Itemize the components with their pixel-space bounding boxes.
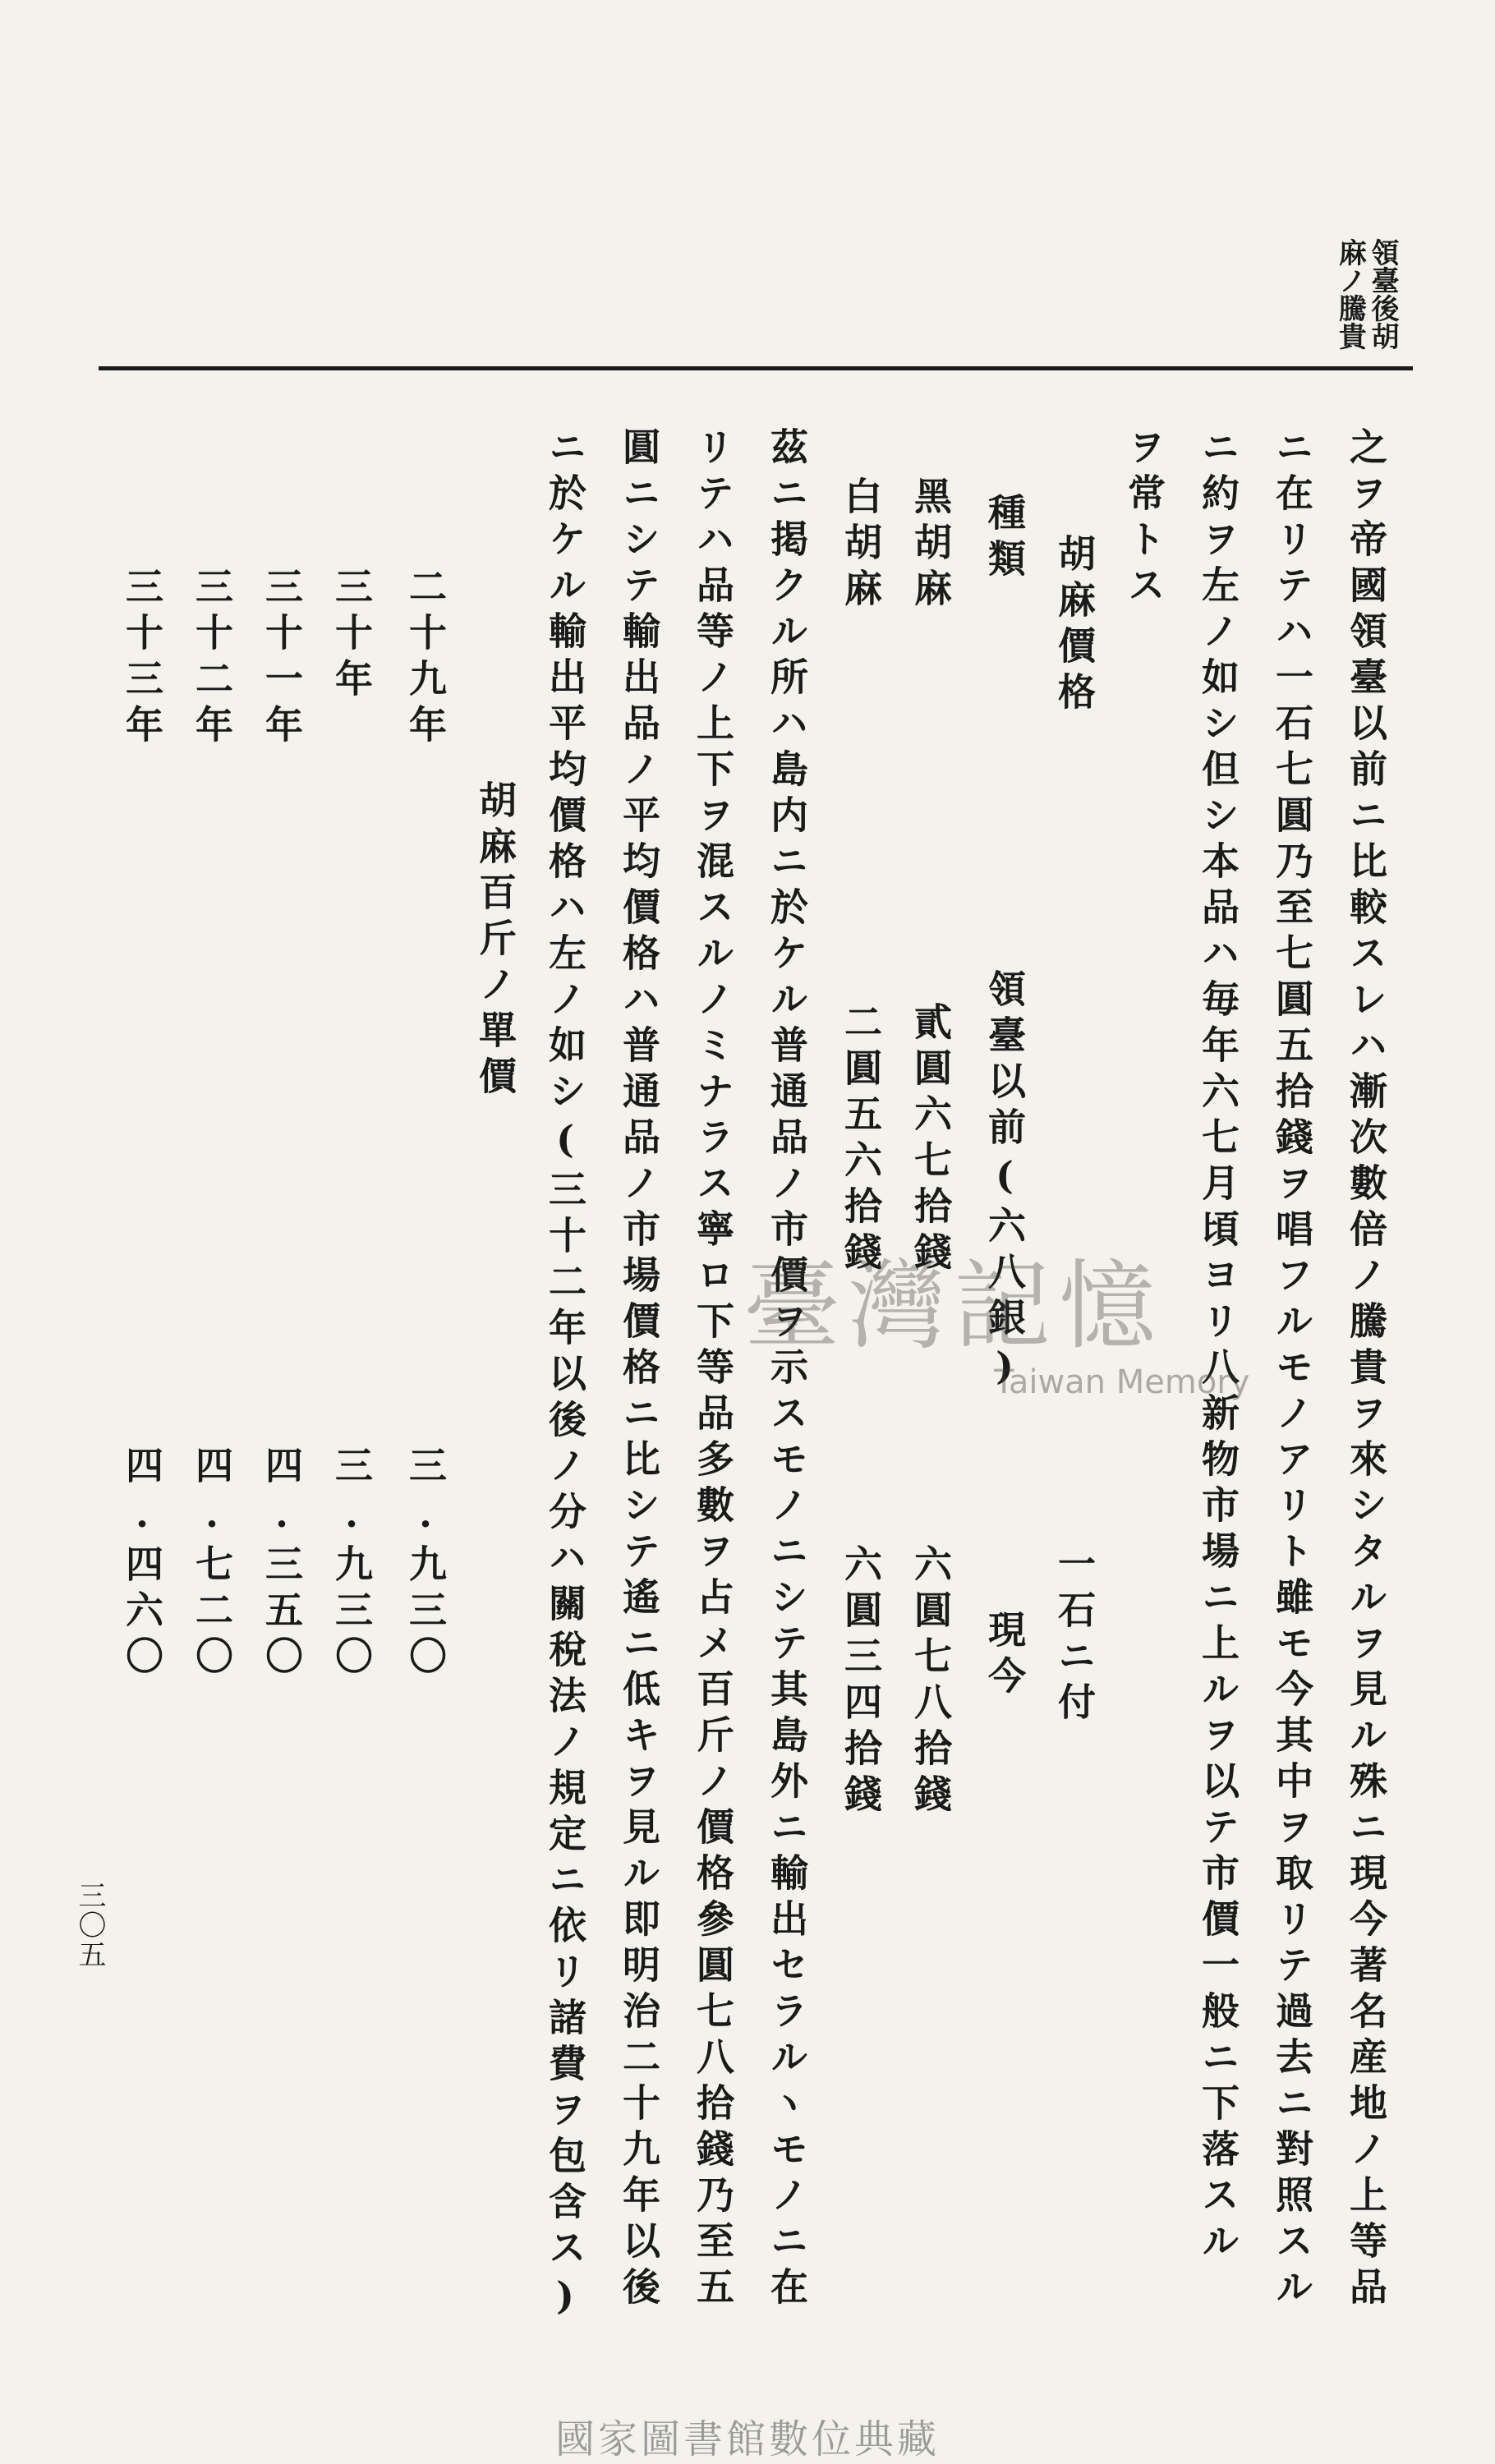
col-header-now: 現今 <box>982 1610 1027 1702</box>
avg-value: 三.九三〇 <box>403 1446 448 1682</box>
header-margin-note <box>1333 238 1399 350</box>
body-line: リテハ品等ノ上下ヲ混スルノミナラス寧ロ下等品多數ヲ占メ百斤ノ價格參圓七八拾錢乃至五 <box>691 427 735 2313</box>
avg-value: 四.三五〇 <box>260 1446 304 1682</box>
row-before: 二圓五六拾錢 <box>839 1002 883 1278</box>
body-line: ヲ常トス <box>1122 427 1166 611</box>
avg-year: 三十三年 <box>120 567 164 751</box>
body-line: ニ約ヲ左ノ如シ但シ本品ハ毎年六七月頃ヨリ八新物市場ニ上ルヲ以テ市價一般ニ下落スル <box>1196 427 1240 2267</box>
footer-text: 國家圖書館數位典藏 <box>554 2416 940 2462</box>
avg-year: 二十九年 <box>403 567 448 751</box>
watermark-logo: 臺灣記憶 <box>743 1249 1165 1363</box>
col-header-before: 領臺以前(六八銀) <box>982 969 1027 1396</box>
watermark-subtitle: Taiwan Memory <box>994 1363 1250 1401</box>
avg-value: 四.七二〇 <box>190 1446 234 1682</box>
avg-year: 三十年 <box>329 567 374 705</box>
body-line: 之ヲ帝國領臺以前ニ比較スレハ漸次數倍ノ騰貴ヲ來シタルヲ見ル殊ニ現今著名産地ノ上等品 <box>1344 427 1388 2313</box>
price-table-unit: 一石ニ付 <box>1052 1544 1097 1728</box>
header-note-line: 領臺後胡 <box>1366 238 1399 350</box>
row-now: 六圓三四拾錢 <box>839 1544 883 1820</box>
body-line: 茲ニ掲クル所ハ島内ニ於ケル普通品ノ市價ヲ示スモノニシテ其島外ニ輸出セラルヽモノニ在 <box>765 427 809 2313</box>
footer <box>0 2407 1495 2464</box>
price-table-title: 胡麻價格 <box>1052 534 1097 718</box>
row-now: 六圓七八拾錢 <box>908 1544 953 1820</box>
avg-value: 四.四六〇 <box>120 1446 164 1682</box>
row-kind: 黑胡麻 <box>908 476 953 614</box>
page-number: 三〇五 <box>73 1881 106 1970</box>
avg-table-title: 胡麻百斤ノ單價 <box>473 780 518 1102</box>
header-note-line: 麻ノ騰貴 <box>1333 238 1367 350</box>
body-line: ニ在リテハ一石七圓乃至七圓五拾錢ヲ唱フルモノアリト雖モ今其中ヲ取リテ過去ニ對照スル <box>1270 427 1314 2313</box>
avg-value: 三.九三〇 <box>329 1446 374 1682</box>
body-line: ニ於ケル輸出平均價格ハ左ノ如シ(三十二年以後ノ分ハ關稅法ノ規定ニ依リ諸費ヲ包含ス) <box>543 427 587 2326</box>
row-before: 貳圓六七拾錢 <box>908 1002 953 1278</box>
body-line: 圓ニシテ輸出品ノ平均價格ハ普通品ノ市場價格ニ比シテ遙ニ低キヲ見ル即明治二十九年以後 <box>617 427 661 2313</box>
row-kind: 白胡麻 <box>839 476 883 614</box>
col-header-kind: 種類 <box>982 493 1027 585</box>
avg-year: 三十一年 <box>260 567 304 751</box>
header-rule <box>99 366 1413 370</box>
avg-year: 三十二年 <box>190 567 234 751</box>
